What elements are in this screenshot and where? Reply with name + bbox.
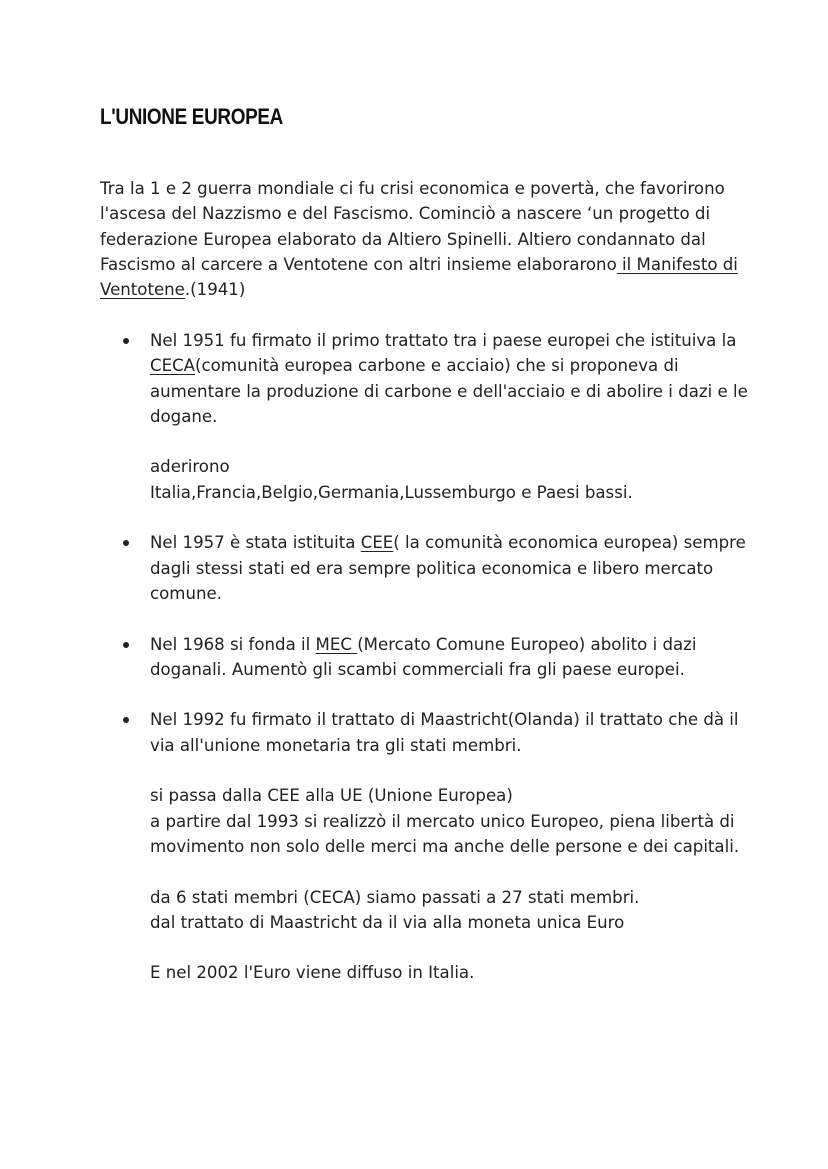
cee-link[interactable]: CEE [360,533,394,553]
spacer [150,758,750,783]
page-title: L'UNIONE EUROPEA [100,104,283,129]
bullet-subtext: a partire dal 1993 si realizzò il mercato unico Europeo, piena libertà di movimento non solo delle merci ma anche delle persone e dei capitali. [150,811,740,856]
bullet-list [150,328,750,1011]
mec-link[interactable]: MEC [315,634,358,654]
member-states-label: aderirono [150,457,230,477]
bullet-text [150,328,750,429]
bullet-subtext: da 6 stati membri (CECA) siamo passati a 27 stati membri. [150,887,640,907]
manifesto-link[interactable]: il Manifesto di Ventotene [100,254,738,300]
bullet-text-pre: Nel 1951 fu firmato il primo trattato tra i paese europei che istituiva la [150,331,737,350]
list-item [150,632,750,683]
spacer [150,859,750,884]
list-item [150,530,750,606]
bullet-text-pre: Nel 1957 è stata istituita [150,533,361,553]
bullet-text [150,530,750,606]
list-item [150,707,750,985]
intro-text: Tra la 1 e 2 guerra mondiale ci fu crisi economica e povertà, che favorirono l'ascesa del Nazzismo e del Fascismo. Cominciò a nascere ‘un progetto di federazione Europea elaborato da Altiero Spinelli. Altiero condannato dal Fascismo al carcere a Ventotene con altri insieme elaborarono [100,179,725,274]
bullet-text-post: (Mercato Comune Europeo) abolito i dazi doganali. Aumentò gli scambi commerciali fra gli paese europei. [150,634,697,679]
ceca-link[interactable]: CECA [150,356,196,376]
intro-paragraph [100,176,740,302]
bullet-text [150,632,750,683]
member-states-list: Italia,Francia,Belgio,Germania,Lussemburgo e Paesi bassi. [150,482,633,502]
intro-text-end: .(1941) [184,280,246,300]
bullet-text-pre: Nel 1968 si fonda il [150,634,316,654]
bullet-text: Nel 1992 fu firmato il trattato di Maastricht(Olanda) il trattato che dà il via all'unione monetaria tra gli stati membri. [150,710,739,755]
bullet-subtext: dal trattato di Maastricht da il via alla moneta unica Euro [150,912,625,932]
bullet-subtext: E nel 2002 l'Euro viene diffuso in Italia. [150,963,475,983]
bullet-text-post: ( la comunità economica europea) sempre dagli stessi stati ed era sempre politica economica e libero mercato comune. [150,533,746,603]
bullet-subtext: si passa dalla CEE alla UE (Unione Europea) [150,786,513,806]
spacer [150,935,750,960]
spacer [150,429,750,454]
list-item [150,328,750,505]
bullet-text-post: (comunità europea carbone e acciaio) che si proponeva di aumentare la produzione di carbone e dell'acciaio e di abolire i dazi e le dogane. [150,356,748,426]
